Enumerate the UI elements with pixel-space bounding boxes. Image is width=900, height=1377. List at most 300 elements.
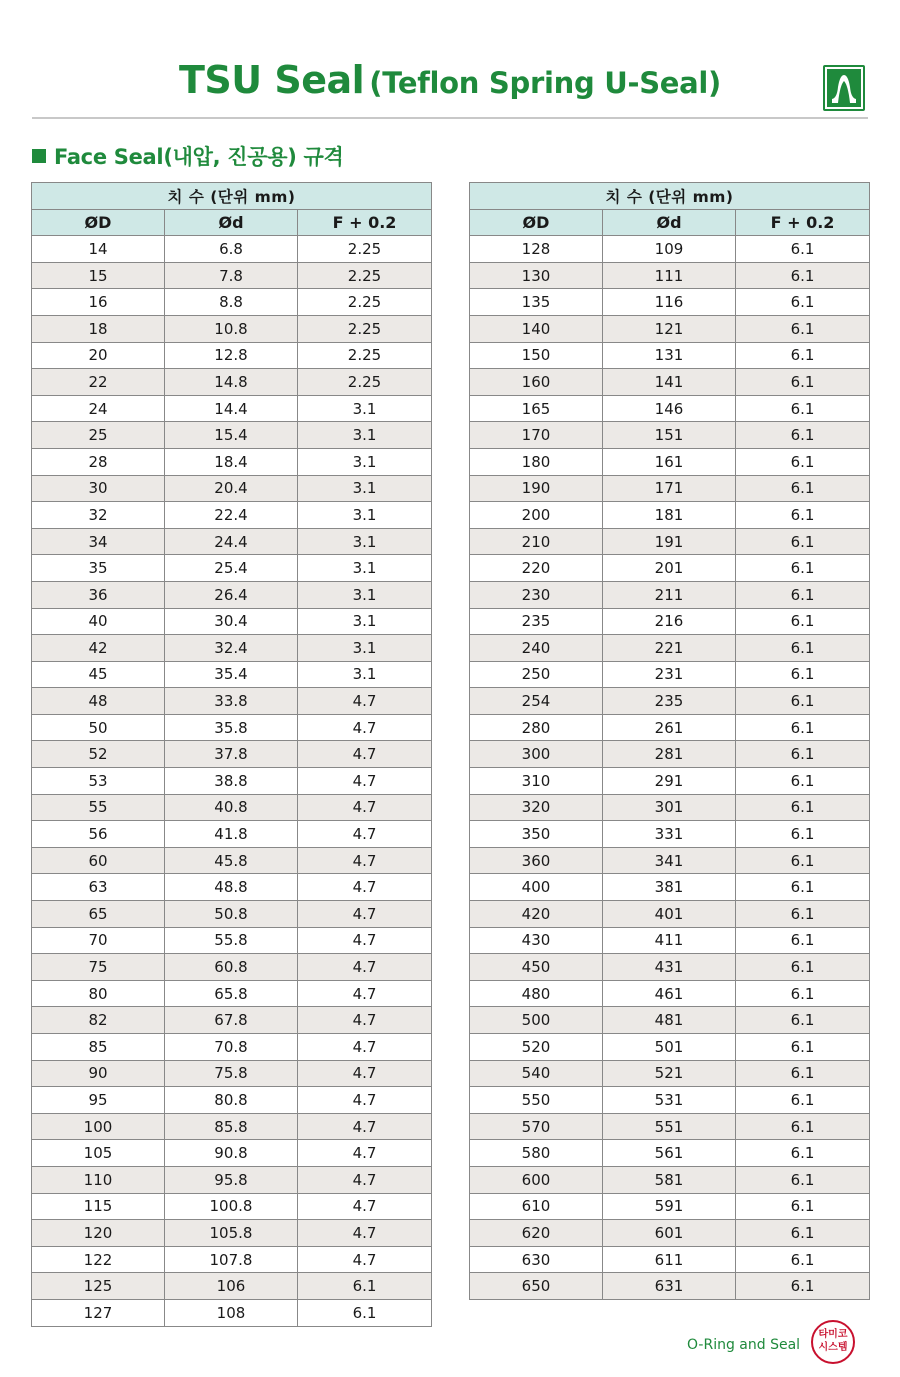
cell-od: 45: [32, 661, 165, 688]
table-row: [32, 1166, 432, 1193]
cell-od: 70: [32, 927, 165, 954]
cell-f: 6.1: [736, 768, 870, 795]
table-row: [470, 236, 870, 263]
table-body-right: [470, 236, 870, 1300]
cell-od: 570: [470, 1113, 603, 1140]
cell-id: 611: [603, 1246, 736, 1273]
cell-id: 111: [603, 262, 736, 289]
cell-od: 550: [470, 1087, 603, 1114]
cell-od: 95: [32, 1087, 165, 1114]
table-row: [470, 581, 870, 608]
cell-od: 20: [32, 342, 165, 369]
table-row: [470, 475, 870, 502]
cell-f: 6.1: [736, 821, 870, 848]
unit-header: 치 수 (단위 mm): [32, 183, 432, 210]
cell-od: 310: [470, 768, 603, 795]
cell-id: 6.8: [165, 236, 298, 263]
col-header-f: F + 0.2: [736, 209, 870, 236]
cell-f: 4.7: [298, 768, 432, 795]
table-row: [32, 741, 432, 768]
table-row: [32, 1246, 432, 1273]
cell-f: 6.1: [736, 1166, 870, 1193]
cell-f: 3.1: [298, 502, 432, 529]
table-row: [470, 768, 870, 795]
cell-id: 141: [603, 369, 736, 396]
cell-od: 600: [470, 1166, 603, 1193]
cell-f: 4.7: [298, 1246, 432, 1273]
cell-f: 6.1: [736, 422, 870, 449]
cell-f: 6.1: [736, 448, 870, 475]
cell-id: 231: [603, 661, 736, 688]
cell-od: 50: [32, 714, 165, 741]
cell-od: 430: [470, 927, 603, 954]
stamp-line-1: 타미코: [818, 1329, 848, 1340]
cell-od: 60: [32, 847, 165, 874]
cell-f: 6.1: [736, 1113, 870, 1140]
cell-f: 2.25: [298, 369, 432, 396]
cell-id: 50.8: [165, 901, 298, 928]
cell-f: 6.1: [736, 661, 870, 688]
cell-id: 121: [603, 315, 736, 342]
table-row: [470, 821, 870, 848]
col-header-od: ØD: [32, 209, 165, 236]
cell-id: 561: [603, 1140, 736, 1167]
cell-id: 161: [603, 448, 736, 475]
cell-f: 3.1: [298, 555, 432, 582]
cell-od: 75: [32, 954, 165, 981]
cell-f: 6.1: [736, 847, 870, 874]
table-row: [32, 448, 432, 475]
table-row: [470, 369, 870, 396]
cell-od: 127: [32, 1299, 165, 1326]
cell-id: 100.8: [165, 1193, 298, 1220]
cell-f: 6.1: [736, 980, 870, 1007]
table-row: [470, 927, 870, 954]
cell-od: 55: [32, 794, 165, 821]
table-row: [470, 661, 870, 688]
cell-id: 109: [603, 236, 736, 263]
cell-od: 48: [32, 688, 165, 715]
cell-od: 42: [32, 635, 165, 662]
col-header-od: ØD: [470, 209, 603, 236]
cell-od: 115: [32, 1193, 165, 1220]
footer-text: O-Ring and Seal: [687, 1337, 801, 1353]
cell-f: 4.7: [298, 847, 432, 874]
title-main: TSU Seal: [178, 58, 365, 102]
table-row: [470, 741, 870, 768]
table-row: [32, 289, 432, 316]
cell-f: 6.1: [736, 1087, 870, 1114]
cell-f: 4.7: [298, 927, 432, 954]
cell-id: 171: [603, 475, 736, 502]
table-row: [32, 475, 432, 502]
cell-od: 35: [32, 555, 165, 582]
table-row: [470, 448, 870, 475]
cell-od: 24: [32, 395, 165, 422]
table-row: [32, 635, 432, 662]
cell-f: 6.1: [736, 714, 870, 741]
cell-id: 301: [603, 794, 736, 821]
cell-od: 80: [32, 980, 165, 1007]
cell-f: 6.1: [736, 1007, 870, 1034]
cell-f: 4.7: [298, 874, 432, 901]
cell-f: 6.1: [736, 1246, 870, 1273]
table-row: [32, 1299, 432, 1326]
cell-id: 291: [603, 768, 736, 795]
cell-od: 90: [32, 1060, 165, 1087]
cell-id: 24.4: [165, 528, 298, 555]
cell-f: 4.7: [298, 980, 432, 1007]
cell-f: 4.7: [298, 954, 432, 981]
cell-od: 25: [32, 422, 165, 449]
cell-id: 75.8: [165, 1060, 298, 1087]
cell-f: 4.7: [298, 1060, 432, 1087]
cell-od: 105: [32, 1140, 165, 1167]
cell-id: 191: [603, 528, 736, 555]
cell-od: 36: [32, 581, 165, 608]
cell-id: 37.8: [165, 741, 298, 768]
table-row: [32, 1007, 432, 1034]
table-row: [470, 262, 870, 289]
cell-id: 26.4: [165, 581, 298, 608]
table-row: [470, 980, 870, 1007]
table-row: [32, 422, 432, 449]
cell-f: 6.1: [736, 1220, 870, 1247]
table-row: [32, 874, 432, 901]
cell-od: 360: [470, 847, 603, 874]
cell-od: 120: [32, 1220, 165, 1247]
cell-f: 4.7: [298, 1166, 432, 1193]
cell-id: 55.8: [165, 927, 298, 954]
cell-id: 181: [603, 502, 736, 529]
cell-f: 6.1: [736, 236, 870, 263]
table-row: [32, 1060, 432, 1087]
table-row: [32, 714, 432, 741]
cell-id: 501: [603, 1034, 736, 1061]
cell-f: 4.7: [298, 714, 432, 741]
cell-id: 116: [603, 289, 736, 316]
table-row: [470, 688, 870, 715]
cell-od: 630: [470, 1246, 603, 1273]
cell-id: 431: [603, 954, 736, 981]
cell-f: 4.7: [298, 1113, 432, 1140]
cell-od: 280: [470, 714, 603, 741]
cell-f: 2.25: [298, 342, 432, 369]
table-row: [470, 1193, 870, 1220]
cell-id: 601: [603, 1220, 736, 1247]
cell-id: 105.8: [165, 1220, 298, 1247]
cell-od: 540: [470, 1060, 603, 1087]
cell-od: 220: [470, 555, 603, 582]
cell-od: 140: [470, 315, 603, 342]
cell-od: 400: [470, 874, 603, 901]
cell-od: 53: [32, 768, 165, 795]
cell-id: 151: [603, 422, 736, 449]
cell-f: 6.1: [736, 475, 870, 502]
cell-f: 6.1: [736, 369, 870, 396]
table-row: [32, 555, 432, 582]
cell-od: 190: [470, 475, 603, 502]
cell-f: 2.25: [298, 289, 432, 316]
table-row: [32, 528, 432, 555]
table-row: [32, 581, 432, 608]
cell-id: 146: [603, 395, 736, 422]
cell-id: 12.8: [165, 342, 298, 369]
cell-od: 30: [32, 475, 165, 502]
cell-id: 331: [603, 821, 736, 848]
cell-f: 6.1: [736, 502, 870, 529]
table-row: [470, 528, 870, 555]
stamp-line-2: 시스템: [818, 1342, 848, 1353]
cell-id: 80.8: [165, 1087, 298, 1114]
cell-f: 2.25: [298, 315, 432, 342]
cell-id: 30.4: [165, 608, 298, 635]
cell-od: 22: [32, 369, 165, 396]
cell-id: 281: [603, 741, 736, 768]
cell-f: 6.1: [736, 794, 870, 821]
cell-id: 106: [165, 1273, 298, 1300]
cell-f: 4.7: [298, 901, 432, 928]
cell-id: 411: [603, 927, 736, 954]
cell-od: 610: [470, 1193, 603, 1220]
cell-id: 7.8: [165, 262, 298, 289]
cell-id: 531: [603, 1087, 736, 1114]
table-body-left: [32, 236, 432, 1326]
cell-id: 14.8: [165, 369, 298, 396]
table-row: [470, 954, 870, 981]
cell-id: 41.8: [165, 821, 298, 848]
table-row: [470, 315, 870, 342]
cell-od: 16: [32, 289, 165, 316]
cell-od: 450: [470, 954, 603, 981]
cell-od: 250: [470, 661, 603, 688]
cell-od: 122: [32, 1246, 165, 1273]
cell-f: 2.25: [298, 236, 432, 263]
cell-od: 40: [32, 608, 165, 635]
cell-id: 95.8: [165, 1166, 298, 1193]
cell-id: 381: [603, 874, 736, 901]
table-row: [32, 688, 432, 715]
table-row: [32, 395, 432, 422]
cell-od: 300: [470, 741, 603, 768]
table-row: [470, 342, 870, 369]
cell-id: 33.8: [165, 688, 298, 715]
cell-f: 6.1: [736, 1193, 870, 1220]
cell-id: 35.4: [165, 661, 298, 688]
square-bullet-icon: [32, 149, 46, 163]
cell-od: 580: [470, 1140, 603, 1167]
cell-f: 4.7: [298, 1193, 432, 1220]
cell-f: 6.1: [736, 1140, 870, 1167]
cell-f: 2.25: [298, 262, 432, 289]
cell-f: 6.1: [736, 901, 870, 928]
table-row: [470, 847, 870, 874]
cell-od: 56: [32, 821, 165, 848]
cell-od: 240: [470, 635, 603, 662]
cell-id: 216: [603, 608, 736, 635]
cell-id: 581: [603, 1166, 736, 1193]
cell-od: 85: [32, 1034, 165, 1061]
table-row: [470, 1220, 870, 1247]
cell-f: 6.1: [736, 688, 870, 715]
cell-od: 130: [470, 262, 603, 289]
cell-id: 211: [603, 581, 736, 608]
cell-id: 38.8: [165, 768, 298, 795]
table-row: [32, 1034, 432, 1061]
cell-od: 82: [32, 1007, 165, 1034]
cell-f: 6.1: [736, 581, 870, 608]
cell-f: 6.1: [736, 1273, 870, 1300]
cell-od: 420: [470, 901, 603, 928]
table-row: [470, 1113, 870, 1140]
company-stamp-logo: [811, 1320, 855, 1364]
table-row: [470, 1140, 870, 1167]
cell-od: 480: [470, 980, 603, 1007]
cell-f: 6.1: [736, 741, 870, 768]
table-row: [470, 1007, 870, 1034]
cell-f: 6.1: [298, 1299, 432, 1326]
table-row: [470, 794, 870, 821]
cell-f: 6.1: [736, 315, 870, 342]
cell-f: 3.1: [298, 608, 432, 635]
cell-f: 6.1: [736, 635, 870, 662]
table-row: [470, 1246, 870, 1273]
cell-id: 15.4: [165, 422, 298, 449]
table-row: [32, 794, 432, 821]
cell-f: 4.7: [298, 794, 432, 821]
cell-id: 22.4: [165, 502, 298, 529]
cell-id: 521: [603, 1060, 736, 1087]
table-row: [470, 901, 870, 928]
cell-id: 631: [603, 1273, 736, 1300]
cell-f: 6.1: [736, 1034, 870, 1061]
cell-od: 500: [470, 1007, 603, 1034]
cell-id: 60.8: [165, 954, 298, 981]
col-header-id: Ød: [165, 209, 298, 236]
cell-id: 8.8: [165, 289, 298, 316]
title-divider: [32, 117, 868, 119]
cell-f: 4.7: [298, 1007, 432, 1034]
cell-od: 200: [470, 502, 603, 529]
cell-f: 4.7: [298, 821, 432, 848]
cell-id: 235: [603, 688, 736, 715]
cell-od: 320: [470, 794, 603, 821]
cell-od: 620: [470, 1220, 603, 1247]
table-row: [470, 1273, 870, 1300]
cell-od: 150: [470, 342, 603, 369]
table-row: [32, 236, 432, 263]
cell-od: 128: [470, 236, 603, 263]
table-row: [32, 821, 432, 848]
table-row: [470, 502, 870, 529]
cell-id: 18.4: [165, 448, 298, 475]
table-row: [470, 555, 870, 582]
table-row: [470, 714, 870, 741]
cell-f: 3.1: [298, 635, 432, 662]
cell-f: 6.1: [736, 342, 870, 369]
cell-od: 65: [32, 901, 165, 928]
cell-f: 4.7: [298, 1087, 432, 1114]
cell-f: 3.1: [298, 395, 432, 422]
table-row: [470, 1034, 870, 1061]
cell-od: 650: [470, 1273, 603, 1300]
cell-f: 6.1: [736, 1060, 870, 1087]
cell-od: 15: [32, 262, 165, 289]
cell-f: 3.1: [298, 448, 432, 475]
table-row: [470, 874, 870, 901]
cell-od: 52: [32, 741, 165, 768]
table-row: [470, 1060, 870, 1087]
cell-id: 25.4: [165, 555, 298, 582]
cell-od: 18: [32, 315, 165, 342]
cell-od: 14: [32, 236, 165, 263]
cell-od: 210: [470, 528, 603, 555]
cell-id: 35.8: [165, 714, 298, 741]
cell-od: 160: [470, 369, 603, 396]
seal-logo-icon: [823, 65, 865, 111]
cell-f: 3.1: [298, 581, 432, 608]
table-row: [32, 1273, 432, 1300]
cell-od: 28: [32, 448, 165, 475]
table-row: [32, 954, 432, 981]
cell-id: 201: [603, 555, 736, 582]
cell-f: 6.1: [736, 289, 870, 316]
cell-od: 254: [470, 688, 603, 715]
cell-f: 4.7: [298, 1140, 432, 1167]
cell-id: 14.4: [165, 395, 298, 422]
spec-table-left: [31, 182, 432, 1327]
cell-id: 341: [603, 847, 736, 874]
table-row: [470, 289, 870, 316]
cell-id: 261: [603, 714, 736, 741]
spec-table-right: [469, 182, 870, 1300]
table-row: [32, 927, 432, 954]
cell-f: 6.1: [736, 555, 870, 582]
cell-id: 45.8: [165, 847, 298, 874]
page-title: [0, 58, 900, 102]
col-header-id: Ød: [603, 209, 736, 236]
cell-f: 4.7: [298, 688, 432, 715]
table-row: [470, 608, 870, 635]
table-row: [32, 369, 432, 396]
cell-id: 10.8: [165, 315, 298, 342]
cell-f: 6.1: [736, 954, 870, 981]
table-row: [32, 1113, 432, 1140]
cell-od: 180: [470, 448, 603, 475]
cell-id: 131: [603, 342, 736, 369]
cell-id: 107.8: [165, 1246, 298, 1273]
cell-od: 520: [470, 1034, 603, 1061]
table-row: [32, 661, 432, 688]
table-row: [32, 1140, 432, 1167]
cell-id: 32.4: [165, 635, 298, 662]
table-row: [32, 901, 432, 928]
cell-od: 63: [32, 874, 165, 901]
table-row: [470, 1087, 870, 1114]
cell-od: 100: [32, 1113, 165, 1140]
table-row: [470, 422, 870, 449]
cell-f: 4.7: [298, 1034, 432, 1061]
title-sub: (Teflon Spring U-Seal): [369, 66, 722, 100]
cell-f: 6.1: [298, 1273, 432, 1300]
col-header-f: F + 0.2: [298, 209, 432, 236]
cell-id: 48.8: [165, 874, 298, 901]
cell-id: 591: [603, 1193, 736, 1220]
table-row: [32, 1087, 432, 1114]
cell-od: 235: [470, 608, 603, 635]
cell-id: 65.8: [165, 980, 298, 1007]
table-row: [32, 502, 432, 529]
